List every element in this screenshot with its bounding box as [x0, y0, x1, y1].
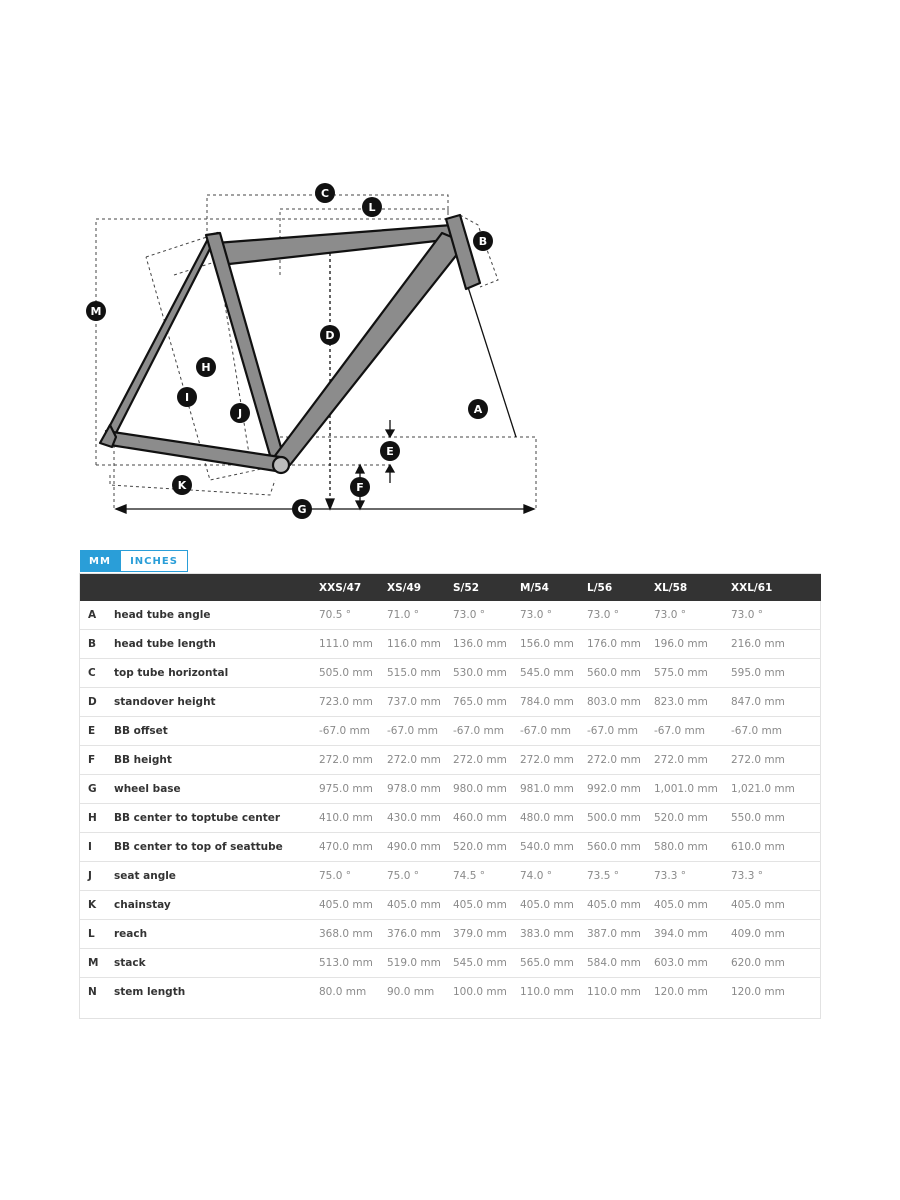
table-header-row — [80, 574, 821, 601]
table-row — [80, 746, 821, 775]
row-value: 505.0 mm — [319, 659, 387, 688]
row-value: 560.0 mm — [587, 833, 654, 862]
row-value: 272.0 mm — [587, 746, 654, 775]
row-value: 272.0 mm — [387, 746, 453, 775]
row-value: 723.0 mm — [319, 688, 387, 717]
row-code: E — [80, 717, 114, 746]
row-value: 70.5 ° — [319, 601, 387, 630]
row-value: 90.0 mm — [387, 986, 435, 998]
row-value: 272.0 mm — [731, 746, 821, 775]
row-value: 71.0 ° — [387, 601, 453, 630]
row-code: C — [80, 659, 114, 688]
row-value: 73.0 ° — [453, 601, 520, 630]
table-row — [80, 601, 821, 630]
svg-text:B: B — [478, 235, 488, 248]
row-value: 387.0 mm — [587, 920, 654, 949]
table-row — [80, 862, 821, 891]
row-code: G — [80, 775, 114, 804]
table-row — [80, 804, 821, 833]
header-size: S/52 — [453, 574, 520, 601]
marker-l — [362, 197, 382, 217]
row-value: 513.0 mm — [319, 949, 387, 978]
marker-e — [380, 441, 400, 461]
bike-frame — [100, 215, 480, 473]
row-value: -67.0 mm — [453, 717, 520, 746]
row-value: 136.0 mm — [453, 630, 520, 659]
row-value: 110.0 mm — [520, 986, 574, 998]
svg-text:I: I — [184, 391, 190, 404]
row-value: 376.0 mm — [387, 920, 453, 949]
header-size: XL/58 — [654, 574, 731, 601]
row-value: 272.0 mm — [319, 746, 387, 775]
header-size: XXL/61 — [731, 574, 821, 601]
row-value: 73.3 ° — [731, 862, 821, 891]
row-value: 73.0 ° — [731, 601, 821, 630]
marker-c — [315, 183, 335, 203]
row-code: N — [88, 986, 97, 998]
row-value: 74.0 ° — [520, 862, 587, 891]
svg-text:G: G — [297, 503, 307, 516]
svg-text:F: F — [356, 481, 364, 494]
row-value: 73.5 ° — [587, 862, 654, 891]
row-code: L — [80, 920, 114, 949]
row-value: 405.0 mm — [453, 891, 520, 920]
table-row — [80, 891, 821, 920]
table-row — [80, 775, 821, 804]
marker-j — [230, 403, 250, 423]
row-value: 120.0 mm — [731, 986, 785, 998]
row-label: wheel base — [114, 775, 319, 804]
row-code: B — [80, 630, 114, 659]
row-value: 784.0 mm — [520, 688, 587, 717]
row-value: 460.0 mm — [453, 804, 520, 833]
row-value: 847.0 mm — [731, 688, 821, 717]
svg-text:E: E — [386, 445, 394, 458]
table-row — [80, 978, 821, 1007]
row-value: -67.0 mm — [731, 717, 821, 746]
row-label: stack — [114, 949, 319, 978]
row-code: K — [80, 891, 114, 920]
row-value: 73.0 ° — [654, 601, 731, 630]
row-value: 981.0 mm — [520, 775, 587, 804]
row-value: 100.0 mm — [453, 986, 507, 998]
row-label: BB center to top of seattube — [114, 833, 319, 862]
row-value: 272.0 mm — [453, 746, 520, 775]
row-value: 75.0 ° — [319, 862, 387, 891]
marker-d — [320, 325, 340, 345]
row-value: 405.0 mm — [587, 891, 654, 920]
row-value: 530.0 mm — [453, 659, 520, 688]
row-value: 405.0 mm — [654, 891, 731, 920]
row-value: 120.0 mm — [654, 986, 708, 998]
header-size: M/54 — [520, 574, 587, 601]
row-value: 196.0 mm — [654, 630, 731, 659]
row-value: 116.0 mm — [387, 630, 453, 659]
row-value: 272.0 mm — [654, 746, 731, 775]
row-value: 520.0 mm — [453, 833, 520, 862]
svg-text:H: H — [201, 361, 211, 374]
row-value: 405.0 mm — [520, 891, 587, 920]
row-value: 272.0 mm — [520, 746, 587, 775]
row-value: -67.0 mm — [319, 717, 387, 746]
row-label: reach — [114, 920, 319, 949]
unit-mm-button[interactable]: MM — [80, 550, 120, 572]
row-value: 111.0 mm — [319, 630, 387, 659]
row-value: 394.0 mm — [654, 920, 731, 949]
frame-geometry-diagram — [80, 175, 550, 525]
svg-text:A: A — [473, 403, 483, 416]
row-code: J — [80, 862, 114, 891]
marker-k — [172, 475, 192, 495]
header-label — [114, 574, 319, 601]
row-value: 480.0 mm — [520, 804, 587, 833]
unit-toggle — [80, 550, 188, 572]
row-value: 610.0 mm — [731, 833, 821, 862]
marker-a — [468, 399, 488, 419]
geometry-table-container — [79, 573, 821, 1019]
row-value: 823.0 mm — [654, 688, 731, 717]
row-value: 405.0 mm — [731, 891, 821, 920]
row-label: head tube angle — [114, 601, 319, 630]
row-code: A — [80, 601, 114, 630]
row-value: 430.0 mm — [387, 804, 453, 833]
row-value: 603.0 mm — [654, 949, 731, 978]
row-label: seat angle — [114, 862, 319, 891]
marker-m — [86, 301, 106, 321]
table-row — [80, 949, 821, 978]
row-value: 560.0 mm — [587, 659, 654, 688]
row-code: I — [80, 833, 114, 862]
row-value: 409.0 mm — [731, 920, 821, 949]
row-value: 803.0 mm — [587, 688, 654, 717]
row-value: -67.0 mm — [654, 717, 731, 746]
row-value: 980.0 mm — [453, 775, 520, 804]
row-value: 500.0 mm — [587, 804, 654, 833]
table-row — [80, 688, 821, 717]
row-code: H — [80, 804, 114, 833]
row-value: 1,001.0 mm — [654, 775, 731, 804]
row-value: 519.0 mm — [387, 949, 453, 978]
svg-text:M: M — [90, 305, 102, 318]
header-size: L/56 — [587, 574, 654, 601]
svg-text:J: J — [237, 407, 243, 420]
row-value: 620.0 mm — [731, 949, 821, 978]
geometry-table — [80, 574, 821, 1006]
row-label: stem length — [114, 986, 186, 998]
row-value: 545.0 mm — [453, 949, 520, 978]
row-value: 383.0 mm — [520, 920, 587, 949]
row-value: 74.5 ° — [453, 862, 520, 891]
row-value: 540.0 mm — [520, 833, 587, 862]
row-value: 379.0 mm — [453, 920, 520, 949]
row-value: 515.0 mm — [387, 659, 453, 688]
row-value: 545.0 mm — [520, 659, 587, 688]
row-value: 765.0 mm — [453, 688, 520, 717]
row-label: head tube length — [114, 630, 319, 659]
header-code — [80, 574, 114, 601]
table-row — [80, 630, 821, 659]
row-value: 584.0 mm — [587, 949, 654, 978]
header-size: XS/49 — [387, 574, 453, 601]
marker-i — [177, 387, 197, 407]
marker-b — [473, 231, 493, 251]
marker-g — [292, 499, 312, 519]
row-label: top tube horizontal — [114, 659, 319, 688]
row-value: 978.0 mm — [387, 775, 453, 804]
svg-text:C: C — [320, 187, 330, 200]
row-value: 75.0 ° — [387, 862, 453, 891]
table-row — [80, 833, 821, 862]
row-value: 737.0 mm — [387, 688, 453, 717]
row-value: 490.0 mm — [387, 833, 453, 862]
row-value: 975.0 mm — [319, 775, 387, 804]
svg-text:D: D — [325, 329, 335, 342]
row-value: 110.0 mm — [587, 986, 641, 998]
row-value: 80.0 mm — [319, 986, 367, 998]
row-value: 580.0 mm — [654, 833, 731, 862]
row-value: 595.0 mm — [731, 659, 821, 688]
row-value: 410.0 mm — [319, 804, 387, 833]
row-label: BB height — [114, 746, 319, 775]
row-value: -67.0 mm — [520, 717, 587, 746]
row-label: standover height — [114, 688, 319, 717]
row-value: 368.0 mm — [319, 920, 387, 949]
row-value: 156.0 mm — [520, 630, 587, 659]
row-value: 73.0 ° — [520, 601, 587, 630]
row-value: 575.0 mm — [654, 659, 731, 688]
row-value: 470.0 mm — [319, 833, 387, 862]
table-row — [80, 659, 821, 688]
row-value: 565.0 mm — [520, 949, 587, 978]
row-label: BB center to toptube center — [114, 804, 319, 833]
row-value: 405.0 mm — [319, 891, 387, 920]
row-value: 176.0 mm — [587, 630, 654, 659]
row-value: 216.0 mm — [731, 630, 821, 659]
row-value: 73.3 ° — [654, 862, 731, 891]
table-row — [80, 920, 821, 949]
row-value: 520.0 mm — [654, 804, 731, 833]
unit-inches-button[interactable]: INCHES — [120, 550, 188, 572]
row-label: BB offset — [114, 717, 319, 746]
row-code: F — [80, 746, 114, 775]
row-value: 992.0 mm — [587, 775, 654, 804]
svg-text:L: L — [368, 201, 376, 214]
row-value: -67.0 mm — [587, 717, 654, 746]
row-value: -67.0 mm — [387, 717, 453, 746]
row-value: 73.0 ° — [587, 601, 654, 630]
header-size: XXS/47 — [319, 574, 387, 601]
row-code: D — [80, 688, 114, 717]
row-value: 405.0 mm — [387, 891, 453, 920]
table-row — [80, 717, 821, 746]
row-value: 550.0 mm — [731, 804, 821, 833]
row-code: M — [80, 949, 114, 978]
svg-text:K: K — [177, 479, 187, 492]
row-label: chainstay — [114, 891, 319, 920]
row-value: 1,021.0 mm — [731, 775, 821, 804]
marker-h — [196, 357, 216, 377]
marker-f — [350, 477, 370, 497]
